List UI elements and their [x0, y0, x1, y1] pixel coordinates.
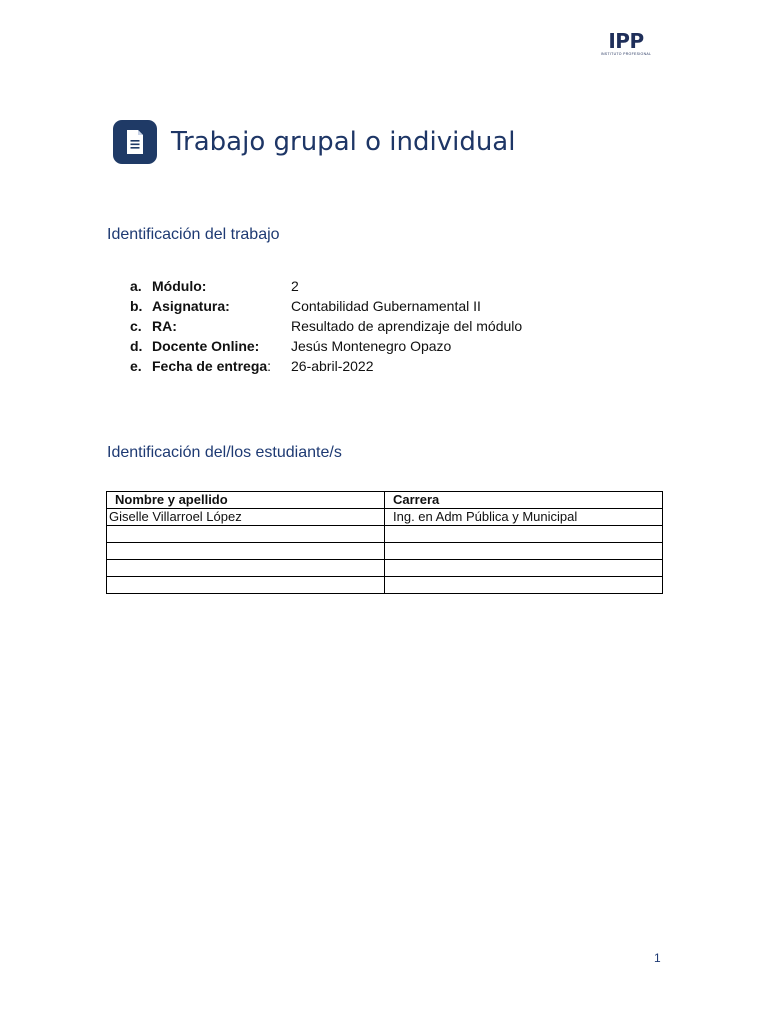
- table-row: [107, 543, 663, 560]
- document-icon: [113, 120, 157, 164]
- item-label: [152, 316, 177, 336]
- table-row: [107, 577, 663, 594]
- item-letter: c.: [130, 318, 142, 334]
- item-value: 2: [291, 278, 299, 294]
- item-colon: :: [267, 358, 272, 374]
- student-name-cell: [107, 543, 385, 560]
- item-label-text: RA:: [152, 318, 177, 334]
- student-career-cell: [385, 543, 663, 560]
- student-name-cell: Giselle Villarroel López: [107, 509, 385, 526]
- student-name-cell: [107, 577, 385, 594]
- item-label: [152, 276, 206, 296]
- students-identification-heading: Identificación del/los estudiante/s: [107, 444, 342, 461]
- item-value: Resultado de aprendizaje del módulo: [291, 318, 523, 334]
- student-name-cell: [107, 526, 385, 543]
- work-identification-heading: Identificación del trabajo: [107, 226, 280, 243]
- item-value: 26-abril-2022: [291, 358, 374, 374]
- item-letter: d.: [130, 338, 143, 354]
- item-label: [152, 336, 259, 356]
- item-label-text: Módulo:: [152, 278, 207, 294]
- item-label-text: Fecha de entrega: [152, 358, 268, 374]
- student-name-cell: [107, 560, 385, 577]
- page-number: 1: [654, 951, 661, 965]
- item-letter: e.: [130, 358, 142, 374]
- student-career-cell: [385, 560, 663, 577]
- item-label-text: Asignatura:: [152, 298, 230, 314]
- table-row: [107, 560, 663, 577]
- item-value: Jesús Montenegro Opazo: [291, 338, 452, 354]
- column-header-career: Carrera: [385, 492, 663, 509]
- ipp-logo: [598, 30, 654, 57]
- item-letter: b.: [130, 298, 143, 314]
- logo-subtitle: INSTITUTO PROFESIONAL: [600, 52, 652, 56]
- table-row: [107, 509, 663, 526]
- item-label-text: Docente Online:: [152, 338, 260, 354]
- page-title: Trabajo grupal o individual: [171, 127, 516, 157]
- logo-text: IPP: [608, 29, 644, 53]
- item-label: [152, 356, 271, 376]
- table-header-row: [107, 492, 663, 509]
- column-header-name: Nombre y apellido: [107, 492, 385, 509]
- item-value: Contabilidad Gubernamental II: [291, 298, 481, 314]
- students-table: [106, 491, 663, 594]
- student-career-cell: [385, 577, 663, 594]
- table-row: [107, 526, 663, 543]
- item-label: [152, 296, 230, 316]
- item-letter: a.: [130, 278, 142, 294]
- student-career-cell: Ing. en Adm Pública y Municipal: [385, 509, 663, 526]
- student-career-cell: [385, 526, 663, 543]
